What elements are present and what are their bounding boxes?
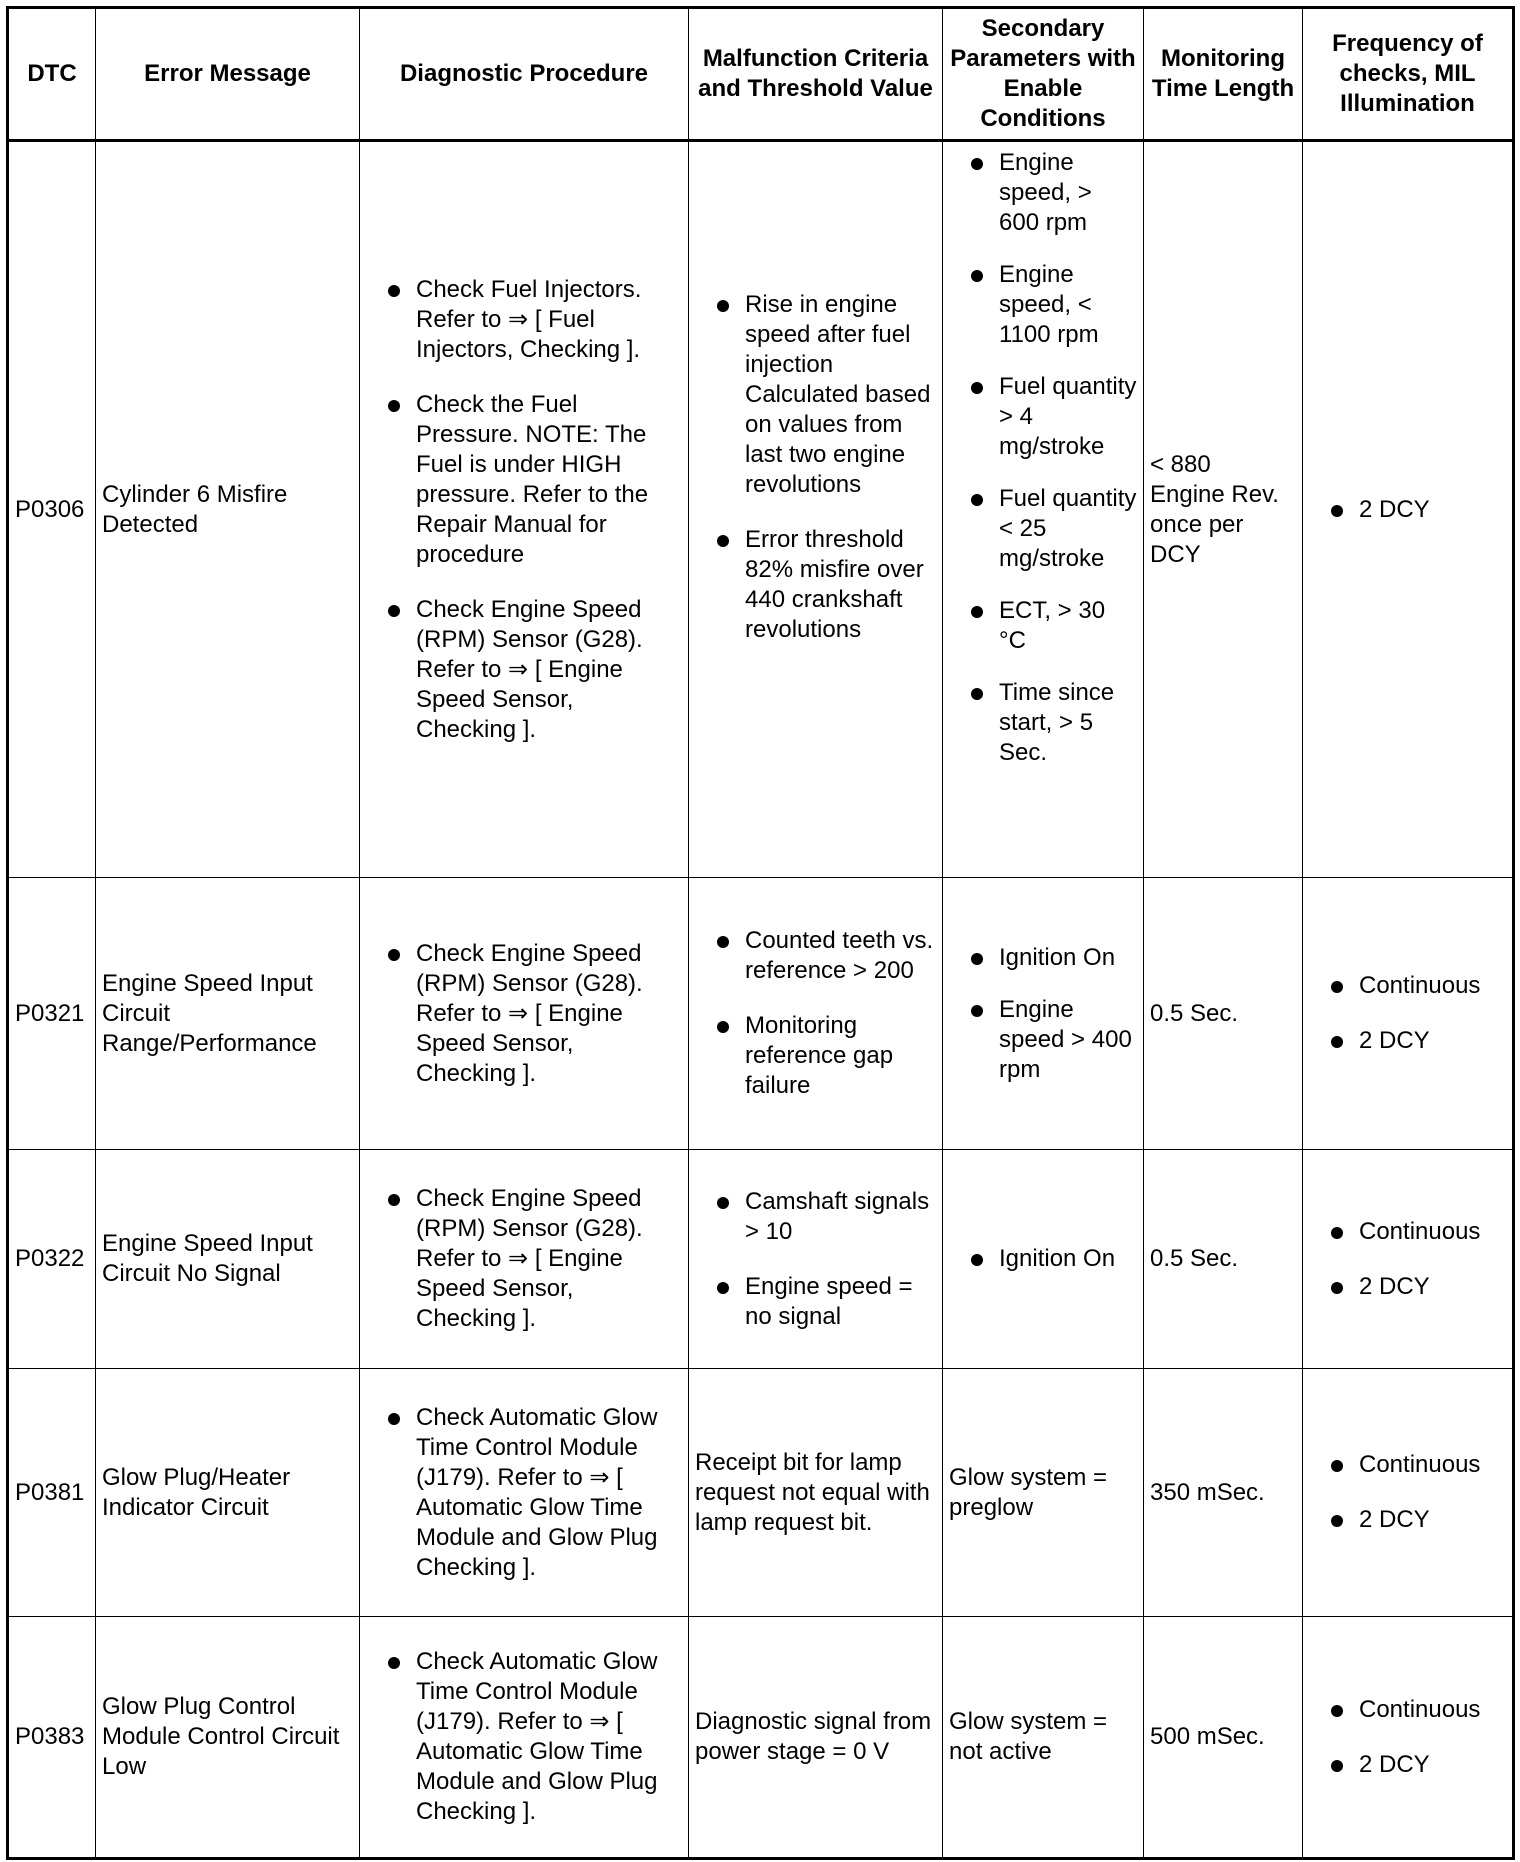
frequency-mil [1303,1617,1514,1859]
list-item: Check Engine Speed (RPM) Sensor (G28). Refer to ⇒ [ Engine Speed Sensor, Checking ]. [366,1184,680,1334]
dtc-code: P0381 [8,1369,96,1617]
monitoring-time: 0.5 Sec. [1144,1150,1303,1369]
list-item: 2 DCY [1309,1272,1506,1302]
secondary-parameters [943,141,1144,878]
secondary-parameters [943,1150,1144,1369]
monitoring-time: 0.5 Sec. [1144,878,1303,1150]
diagnostic-procedure [360,1150,689,1369]
frequency-mil [1303,878,1514,1150]
header-malfunction-criteria: Malfunction Criteria and Threshold Value [689,8,943,141]
diagnostic-procedure [360,1369,689,1617]
malfunction-criteria [689,141,943,878]
list-item: Camshaft signals > 10 [695,1187,936,1247]
list-item: Check Automatic Glow Time Control Module (J179). Refer to ⇒ [ Automatic Glow Time Module and Glow Plug Checking ]. [366,1403,680,1583]
list-item: 2 DCY [1309,1750,1506,1780]
list-item: Engine speed, < 1100 rpm [949,260,1137,350]
header-secondary-parameters: Secondary Parameters with Enable Conditions [943,8,1144,141]
list-item: Check Engine Speed (RPM) Sensor (G28). Refer to ⇒ [ Engine Speed Sensor, Checking ]. [366,939,680,1089]
list-item: 2 DCY [1309,1026,1506,1056]
dtc-table [6,6,1515,1860]
dtc-code: P0383 [8,1617,96,1859]
error-message: Engine Speed Input Circuit Range/Performance [96,878,360,1150]
list-item: Check Automatic Glow Time Control Module (J179). Refer to ⇒ [ Automatic Glow Time Module and Glow Plug Checking ]. [366,1647,680,1827]
monitoring-time: 500 mSec. [1144,1617,1303,1859]
dtc-code: P0306 [8,141,96,878]
malfunction-criteria: Receipt bit for lamp request not equal with lamp request bit. [689,1369,943,1617]
diagnostic-procedure [360,141,689,878]
dtc-code: P0321 [8,878,96,1150]
error-message: Cylinder 6 Misfire Detected [96,141,360,878]
error-message: Glow Plug Control Module Control Circuit Low [96,1617,360,1859]
list-item: Time since start, > 5 Sec. [949,678,1137,768]
list-item: Fuel quantity > 4 mg/stroke [949,372,1137,462]
list-item: Engine speed > 400 rpm [949,995,1137,1085]
list-item: Check Engine Speed (RPM) Sensor (G28). Refer to ⇒ [ Engine Speed Sensor, Checking ]. [366,595,680,745]
list-item: Fuel quantity < 25 mg/stroke [949,484,1137,574]
error-message: Glow Plug/Heater Indicator Circuit [96,1369,360,1617]
list-item: Error threshold 82% misfire over 440 crankshaft revolutions [695,525,936,645]
table-row [8,878,1514,1150]
malfunction-criteria [689,1150,943,1369]
list-item: Rise in engine speed after fuel injection Calculated based on values from last two engine revolutions [695,290,936,500]
monitoring-time: 350 mSec. [1144,1369,1303,1617]
table-row [8,1369,1514,1617]
list-item: Continuous [1309,1217,1506,1247]
diagnostic-procedure [360,878,689,1150]
error-message: Engine Speed Input Circuit No Signal [96,1150,360,1369]
list-item: Continuous [1309,1695,1506,1725]
list-item: 2 DCY [1309,1505,1506,1535]
table-row [8,1617,1514,1859]
table-row [8,141,1514,878]
dtc-code: P0322 [8,1150,96,1369]
secondary-parameters: Glow system = preglow [943,1369,1144,1617]
list-item: Engine speed, > 600 rpm [949,148,1137,238]
frequency-mil [1303,141,1514,878]
list-item: Ignition On [949,1244,1137,1274]
frequency-mil [1303,1150,1514,1369]
table-row [8,1150,1514,1369]
list-item: Counted teeth vs. reference > 200 [695,926,936,986]
header-error-message: Error Message [96,8,360,141]
malfunction-criteria [689,878,943,1150]
frequency-mil [1303,1369,1514,1617]
secondary-parameters: Glow system = not active [943,1617,1144,1859]
header-monitoring-time: Monitoring Time Length [1144,8,1303,141]
secondary-parameters [943,878,1144,1150]
list-item: Monitoring reference gap failure [695,1011,936,1101]
diagnostic-procedure [360,1617,689,1859]
malfunction-criteria: Diagnostic signal from power stage = 0 V [689,1617,943,1859]
header-frequency: Frequency of checks, MIL Illumination [1303,8,1514,141]
list-item: Check the Fuel Pressure. NOTE: The Fuel is under HIGH pressure. Refer to the Repair Manual for procedure [366,390,680,570]
list-item: Continuous [1309,971,1506,1001]
header-dtc: DTC [8,8,96,141]
list-item: 2 DCY [1309,495,1506,525]
header-row [8,8,1514,141]
list-item: Check Fuel Injectors. Refer to ⇒ [ Fuel Injectors, Checking ]. [366,275,680,365]
header-diagnostic-procedure: Diagnostic Procedure [360,8,689,141]
list-item: Continuous [1309,1450,1506,1480]
list-item: ECT, > 30 °C [949,596,1137,656]
monitoring-time: < 880 Engine Rev. once per DCY [1144,141,1303,878]
list-item: Ignition On [949,943,1137,973]
list-item: Engine speed = no signal [695,1272,936,1332]
